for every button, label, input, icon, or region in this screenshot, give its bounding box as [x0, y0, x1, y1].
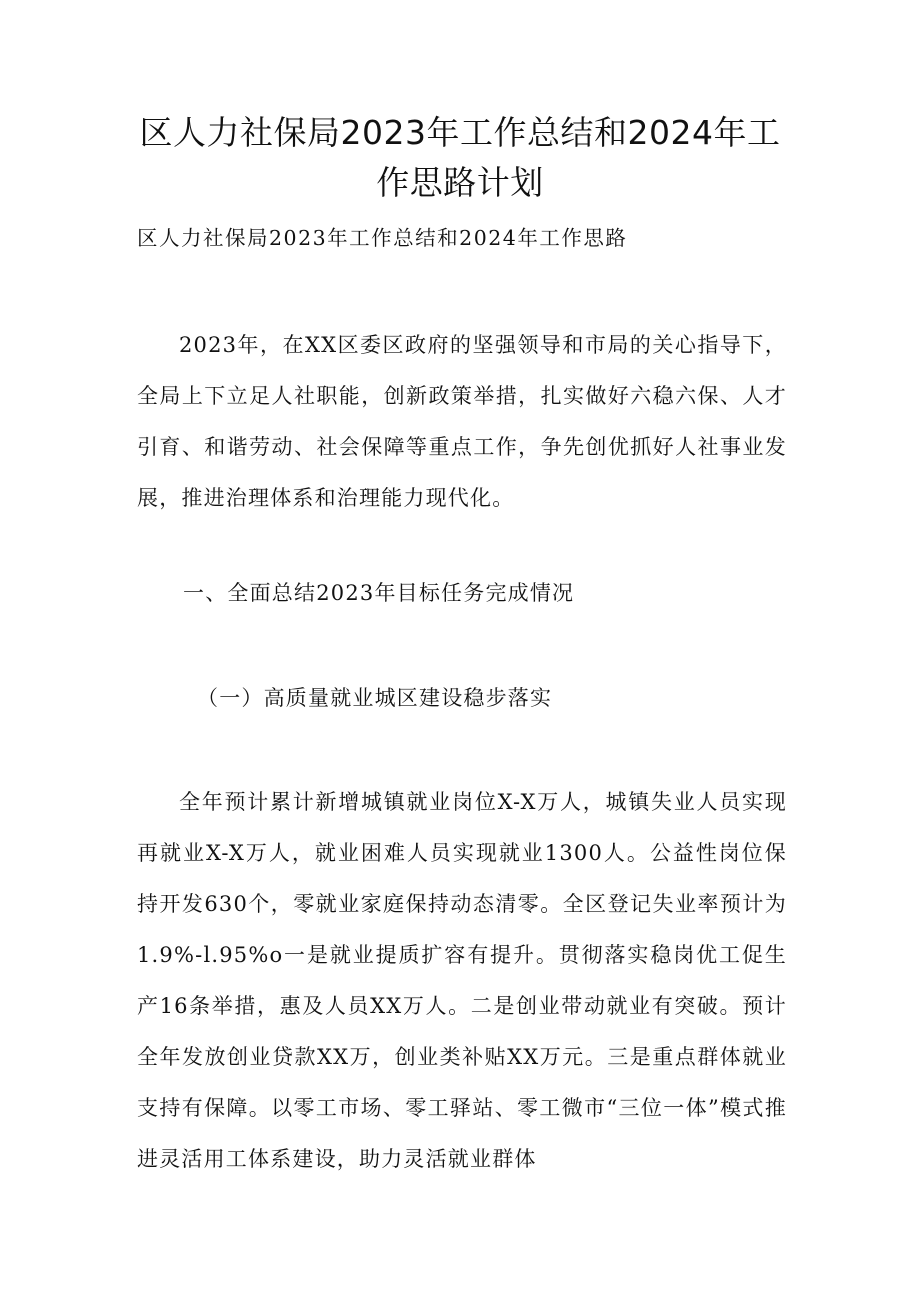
- subsection-heading: （一）高质量就业城区建设稳步落实: [197, 686, 553, 710]
- section-heading: 一、全面总结2023年目标任务完成情况: [183, 581, 575, 605]
- document-subtitle: 区人力社保局2023年工作总结和2024年工作思路: [137, 226, 628, 250]
- document-title: 区人力社保局2023年工作总结和2024年工作思路计划: [139, 113, 781, 202]
- intro-paragraph: 2023年，在XX区委区政府的坚强领导和市局的关心指导下，全局上下立足人社职能，创新政策举措，扎实做好六稳六保、人才引育、和谐劳动、社会保障等重点工作，争先创优抓好人社事业发展，推进治理体系和治理能力现代化。: [137, 333, 787, 510]
- body-paragraph: 全年预计累计新增城镇就业岗位X-X万人，城镇失业人员实现再就业X-X万人，就业困难人员实现就业1300人。公益性岗位保持开发630个，零就业家庭保持动态清零。全区登记失业率预计为1.9%-l.95%o一是就业提质扩容有提升。贯彻落实稳岗优工促生产16条举措，惠及人员XX万人。二是创业带动就业有突破。预计全年发放创业贷款XX万，创业类补贴XX万元。三是重点群体就业支持有保障。以零工市场、零工驿站、零工微市“三位一体”模式推进灵活用工体系建设，助力灵活就业群体: [137, 790, 787, 1171]
